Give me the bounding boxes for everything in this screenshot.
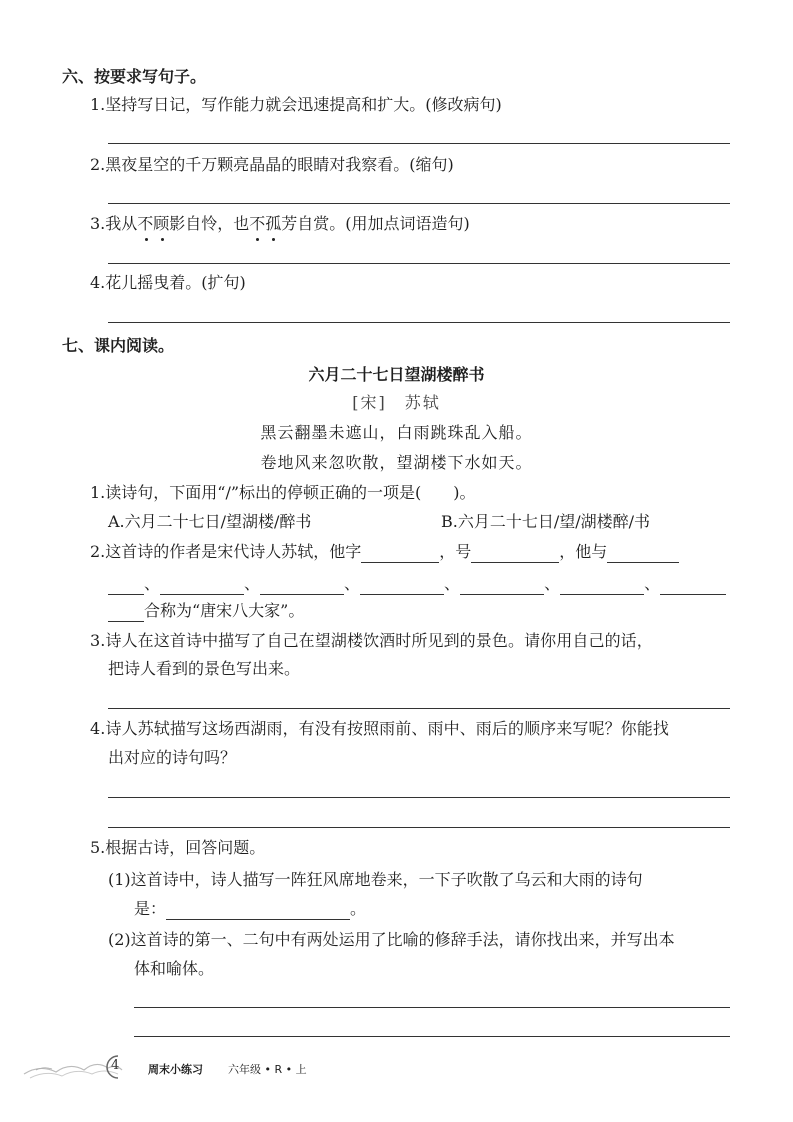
question-7-4-line-2: 出对应的诗句吗？ <box>108 748 237 767</box>
answer-line[interactable] <box>108 143 730 144</box>
blank-pseudonym[interactable] <box>471 544 559 563</box>
blank-writer-4[interactable] <box>360 576 444 595</box>
q2-end-row <box>108 600 304 622</box>
question-7-2 <box>90 541 679 563</box>
blank-courtesy-name[interactable] <box>361 544 439 563</box>
question-7-5-1-line-1: (1)这首诗中，诗人描写一阵狂风席地卷来，一下子吹散了乌云和大雨的诗句 <box>108 870 643 889</box>
answer-line[interactable] <box>108 708 730 709</box>
section-7-title: 七、课内阅读。 <box>62 336 175 355</box>
question-7-4-line-1: 4.诗人苏轼描写这场西湖雨，有没有按照雨前、雨中、雨后的顺序来写呢？你能找 <box>90 719 669 738</box>
q5-1-prefix: 是： <box>134 899 167 918</box>
separator: 、 <box>244 574 261 593</box>
question-7-5-1-line-2 <box>134 898 366 920</box>
emphasis-dot <box>256 238 259 241</box>
blank-writer-6[interactable] <box>560 576 644 595</box>
separator: 、 <box>544 574 561 593</box>
answer-line[interactable] <box>108 797 730 798</box>
emphasis-dot <box>161 238 164 241</box>
separator: 、 <box>344 574 361 593</box>
poem-line-2: 卷地风来忽吹散，望湖楼下水如天。 <box>260 453 533 472</box>
question-7-3-line-1: 3.诗人在这首诗中描写了自己在望湖楼饮酒时所见到的景色。请你用自己的话， <box>90 631 653 650</box>
question-7-3-line-2: 把诗人看到的景色写出来。 <box>108 659 301 678</box>
footer-grade: 六年级 • R • 上 <box>228 1063 307 1076</box>
separator: 、 <box>144 574 161 593</box>
question-7-5: 5.根据古诗，回答问题。 <box>90 838 266 857</box>
q2-text-a: 2.这首诗的作者是宋代诗人苏轼，他字 <box>90 542 362 561</box>
page-number: 4 <box>111 1058 120 1073</box>
poem-line-1: 黑云翻墨未遮山，白雨跳珠乱入船。 <box>260 423 533 442</box>
blank-writer-7b[interactable] <box>108 603 144 622</box>
answer-line[interactable] <box>108 203 730 204</box>
footer-book-title: 周末小练习 <box>148 1063 203 1076</box>
blank-writer-5[interactable] <box>460 576 544 595</box>
q2-text-b: ，号 <box>439 542 472 561</box>
blank-writer-2[interactable] <box>160 576 244 595</box>
poem-author: [宋] 苏轼 <box>352 393 441 412</box>
question-6-4: 4.花儿摇曳着。(扩句) <box>90 273 246 292</box>
option-b[interactable]: B.六月二十七日/望/湖楼醉/书 <box>441 512 651 531</box>
answer-line[interactable] <box>134 1007 730 1008</box>
question-6-3: 3.我从不顾影自怜，也不孤芳自赏。(用加点词语造句) <box>90 214 470 233</box>
option-a[interactable]: A.六月二十七日/望湖楼/醉书 <box>108 512 312 531</box>
q2-end: 合称为“唐宋八大家”。 <box>144 601 305 620</box>
question-6-1: 1.坚持写日记，写作能力就会迅速提高和扩大。(修改病句) <box>90 95 502 114</box>
answer-line[interactable] <box>108 827 730 828</box>
answer-line[interactable] <box>108 322 730 323</box>
blank-writer-1[interactable] <box>607 544 679 563</box>
separator: 、 <box>444 574 461 593</box>
blank-poem-line[interactable] <box>166 901 350 920</box>
question-7-1: 1.读诗句，下面用“/”标出的停顿正确的一项是( )。 <box>90 483 476 502</box>
q2-blanks-row <box>108 573 726 595</box>
answer-line[interactable] <box>108 263 730 264</box>
emphasis-dot <box>145 238 148 241</box>
question-6-2: 2.黑夜星空的千万颗亮晶晶的眼睛对我察看。(缩句) <box>90 155 454 174</box>
question-7-5-2-line-2: 体和喻体。 <box>134 959 215 978</box>
poem-title: 六月二十七日望湖楼醉书 <box>308 365 485 384</box>
separator: 、 <box>644 574 661 593</box>
q5-1-suffix: 。 <box>350 899 367 918</box>
question-7-5-2-line-1: (2)这首诗的第一、二句中有两处运用了比喻的修辞手法，请你找出来，并写出本 <box>108 930 675 949</box>
blank-writer-1b[interactable] <box>108 576 144 595</box>
blank-writer-7[interactable] <box>660 576 726 595</box>
emphasis-dot <box>272 238 275 241</box>
section-6-title: 六、按要求写句子。 <box>62 67 207 86</box>
q2-text-c: ，他与 <box>559 542 608 561</box>
answer-line[interactable] <box>134 1036 730 1037</box>
blank-writer-3[interactable] <box>260 576 344 595</box>
